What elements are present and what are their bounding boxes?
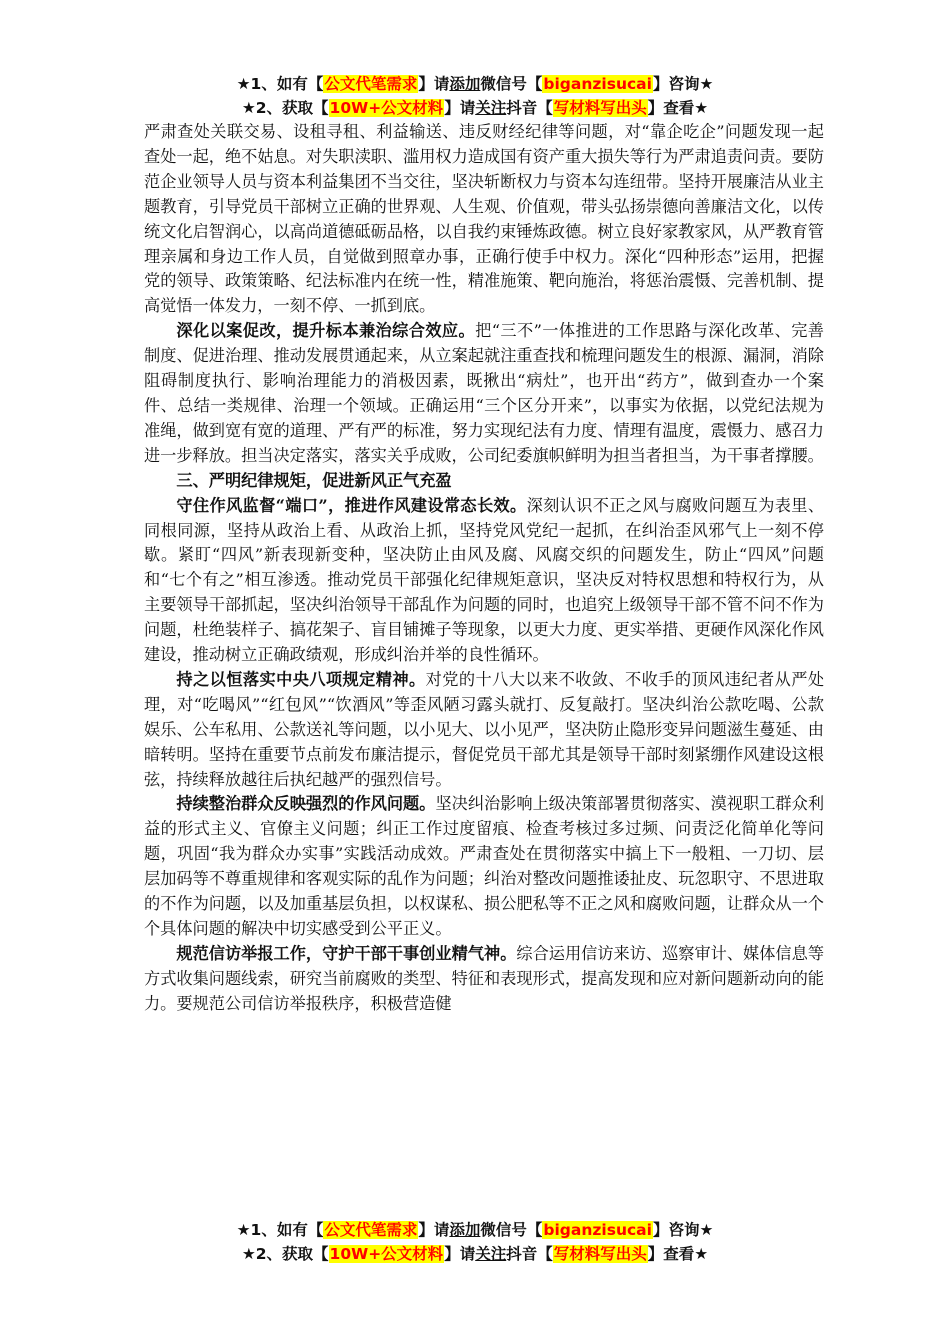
paragraph-lead: 持续整治群众反映强烈的作风问题。 — [176, 794, 436, 814]
paragraph-text: 对党的十八大以来不收敛、不收手的顶风违纪者从严处理，对“吃喝风”“红包风”“饮酒风”等歪风陋习露头就打、反复敲打。坚决纠治公款吃喝、公款娱乐、公车私用、公款送礼等问题，以小见大、以小见严，坚决防止隐形变异问题滋生蔓延、由暗转明。坚持在重要节点前发布廉洁提示，督促党员干部尤其是领导干部时刻紧绷作风建设这根弦，持续释放越往后执纪越严的强烈信号。 — [144, 669, 825, 789]
paragraph-case-reform — [144, 319, 824, 468]
paragraph-eight-rules — [144, 668, 824, 793]
section-heading-text: 三、严明纪律规矩，促进新风正气充盈 — [176, 470, 452, 490]
promo-text: ★1、如有【 — [236, 1221, 324, 1239]
promo-text: 抖音【 — [506, 1245, 553, 1263]
promo-text: 微信号【 — [480, 1221, 543, 1239]
promo-text: 】请 — [418, 75, 450, 93]
promo-highlight-douyin: 写材料写出头 — [553, 99, 647, 117]
promo-text: 】请 — [444, 99, 476, 117]
promo-highlight: 10W+公文材料 — [329, 99, 444, 117]
promo-highlight-douyin: 写材料写出头 — [553, 1245, 647, 1263]
promo-text: ★2、获取【 — [241, 99, 329, 117]
footer-promo-line-1 — [0, 1218, 950, 1242]
promo-underlined: 关注 — [475, 1245, 507, 1263]
promo-underlined: 添加 — [449, 75, 481, 93]
header-promo-line-2 — [0, 96, 950, 120]
promo-text: 】请 — [418, 1221, 450, 1239]
paragraph-continued: 严肃查处关联交易、设租寻租、利益输送、违反财经纪律等问题，对“靠企吃企”问题发现一起查处一起，绝不姑息。对失职渎职、滥用权力造成国有资产重大损失等行为严肃追责问责。要防范企业领导人员与资本利益集团不当交往，坚决斩断权力与资本勾连纽带。坚持开展廉洁从业主题教育，引导党员干部树立正确的世界观、人生观、价值观，带头弘扬崇德向善廉洁文化，以传统文化启智润心，以高尚道德砥砺品格，以自我约束锤炼政德。树立良好家教家风，从严教育管理亲属和身边工作人员，自觉做到照章办事，正确行使手中权力。深化“四种形态”运用，把握党的领导、政策策略、纪法标准内在统一性，精准施策、靶向施治，将惩治震慑、完善机制、提高觉悟一体发力，一刻不停、一抓到底。 — [144, 122, 824, 316]
promo-text: ★2、获取【 — [241, 1245, 329, 1263]
header-promo-line-1 — [0, 72, 950, 96]
paragraph-public-concerns — [144, 792, 824, 941]
promo-underlined: 添加 — [449, 1221, 481, 1239]
promo-highlight-wechat-id: biganzisucai — [543, 75, 652, 93]
promo-text: 】查看★ — [647, 1245, 709, 1263]
document-body — [144, 120, 824, 1017]
promo-highlight: 公文代笔需求 — [324, 1221, 418, 1239]
promo-text: 抖音【 — [506, 99, 553, 117]
footer-promo-line-2 — [0, 1242, 950, 1266]
paragraph-petition-reporting — [144, 942, 824, 1017]
promo-highlight-wechat-id: biganzisucai — [543, 1221, 652, 1239]
promo-text: 】咨询★ — [652, 1221, 714, 1239]
paragraph-style-supervision — [144, 494, 824, 668]
promo-highlight: 10W+公文材料 — [329, 1245, 444, 1263]
paragraph-text: 把“三不”一体推进的工作思路与深化改革、完善制度、促进治理、推动发展贯通起来，从立案起就注重查找和梳理问题发生的根源、漏洞，消除阻碍制度执行、影响治理能力的消极因素，既揪出“病灶”，也开出“药方”，做到查办一个案件、总结一类规律、治理一个领域。正确运用“三个区分开来”，以事实为依据，以党纪法规为准绳，做到宽有宽的道理、严有严的标准，努力实现纪法有力度、情理有温度，震慑力、感召力进一步释放。担当决定落实，落实关乎成败，公司纪委旗帜鲜明为担当者担当，为干事者撑腰。 — [144, 321, 824, 465]
paragraph-text: 深刻认识不正之风与腐败问题互为表里、同根同源，坚持从政治上看、从政治上抓，坚持党风党纪一起抓，在纠治歪风邪气上一刻不停歇。紧盯“四风”新表现新变种，坚决防止由风及腐、风腐交织的问题发生，防止“四风”问题和“七个有之”相互渗透。推动党员干部强化纪律规矩意识，坚决反对特权思想和特权行为，从主要领导干部抓起，坚决纠治领导干部乱作为问题的同时，也追究上级领导干部不管不问不作为问题，杜绝装样子、搞花架子、盲目铺摊子等现象，以更大力度、更实举措、更硬作风深化作风建设，推动树立正确政绩观，形成纠治并举的良性循环。 — [144, 495, 825, 665]
promo-text: 微信号【 — [480, 75, 543, 93]
promo-text: 】咨询★ — [652, 75, 714, 93]
promo-underlined: 关注 — [475, 99, 507, 117]
paragraph-lead: 守住作风监督“端口”，推进作风建设常态长效。 — [176, 495, 527, 515]
promo-text: 】查看★ — [647, 99, 709, 117]
promo-text: 】请 — [444, 1245, 476, 1263]
paragraph-lead: 持之以恒落实中央八项规定精神。 — [176, 669, 426, 689]
promo-text: ★1、如有【 — [236, 75, 324, 93]
paragraph-text: 坚决纠治影响上级决策部署贯彻落实、漠视职工群众利益的形式主义、官僚主义问题；纠正工作过度留痕、检查考核过多过频、问责泛化简单化等问题，巩固“我为群众办实事”实践活动成效。严肃查处在贯彻落实中搞上下一般粗、一刀切、层层加码等不尊重规律和客观实际的乱作为问题；纠治对整改问题推诿扯皮、玩忽职守、不思进取的不作为问题，以及加重基层负担，以权谋私、损公肥私等不正之风和腐败问题，让群众从一个个具体问题的解决中切实感受到公平正义。 — [144, 794, 825, 938]
paragraph-lead: 规范信访举报工作，守护干部干事创业精气神。 — [176, 943, 517, 963]
promo-highlight: 公文代笔需求 — [324, 75, 418, 93]
paragraph-text: 综合运用信访来访、巡察审计、媒体信息等方式收集问题线索，研究当前腐败的类型、特征和表现形式，提高发现和应对新问题新动向的能力。要规范公司信访举报秩序，积极营造健 — [144, 943, 825, 1013]
paragraph-lead: 深化以案促改，提升标本兼治综合效应。 — [176, 321, 476, 341]
section-heading — [144, 469, 824, 494]
